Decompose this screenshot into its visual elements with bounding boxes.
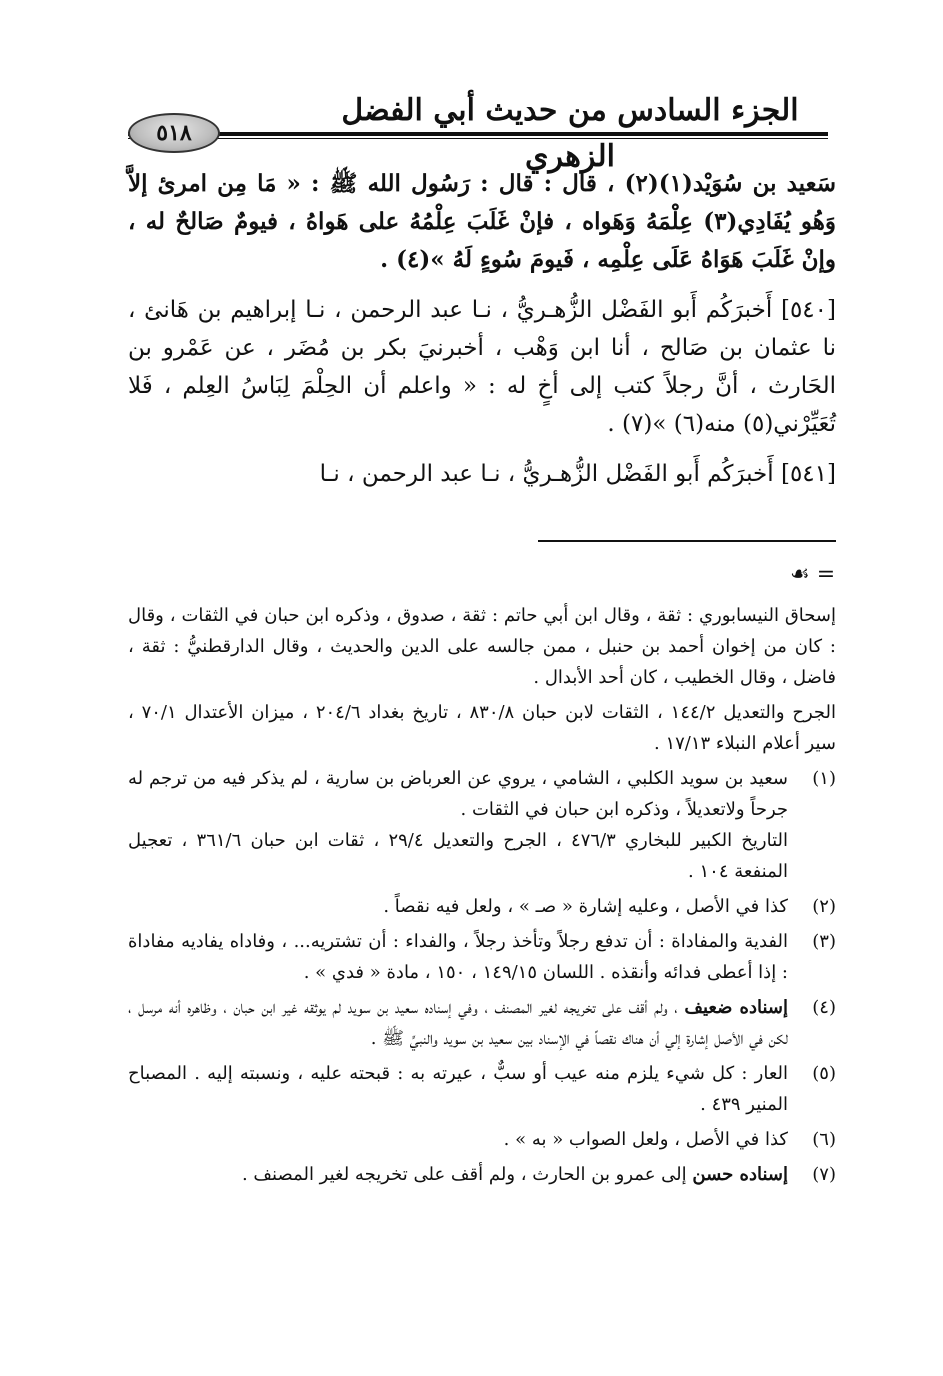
footnote-number: (٢) bbox=[812, 896, 836, 917]
hadith-paragraph: سَعيد بن سُوَيْد(١)(٢) ، قال : قال : رَسُول الله ﷺ : « مَا مِن امرئ إلاَّ وَهُو يُفَادِي(٣) عِلْمَهُ وَهَواه ، فإنْ غَلَبَ عِلْمُهُ على هَواهُ ، فيومٌ صَالحٌ له ، وإنْ غَلَبَ هَوَاهُ عَلَى عِلْمِه ، فَيومَ سُوءٍ لَهُ »(٤) . bbox=[128, 170, 837, 273]
footnote-number: (١) bbox=[812, 768, 836, 789]
footnote-continued: إسحاق النيسابوري : ثقة ، وقال ابن أبي حاتم : ثقة ، صدوق ، وذكره ابن حبان في الثقات ، وقال : كان من إخوان أحمد بن حنبل ، ممن جالسه على الدين والحديث ، وقال الدارقطنيُّ : ثقة ، فاضل ، وقال الخطيب ، كان أحد الأبدال . bbox=[128, 605, 836, 688]
footnote-text: إلى عمرو بن الحارث ، ولم أقف على تخريجه لغير المصنف . bbox=[241, 1164, 687, 1185]
footnote-2 bbox=[128, 891, 836, 922]
footnote-1 bbox=[128, 763, 836, 887]
footnote-5 bbox=[128, 1058, 836, 1120]
footnote-4 bbox=[128, 992, 836, 1054]
footnote-number: (٦) bbox=[812, 1129, 836, 1150]
footnote-3 bbox=[128, 926, 836, 988]
page-header-title: الجزء السادس من حديث أبي الفضل الزهري bbox=[341, 93, 799, 174]
footnote-text: العار : كل شيء يلزم منه عيب أو سبٌّ ، عيرته به : قبحته عليه ، ونسبته إليه . المصباح المنير ٤٣٩ . bbox=[128, 1063, 788, 1115]
page-number-badge: ٥١٨ bbox=[128, 113, 220, 153]
footnote-text: كذا في الأصل ، وعليه إشارة « صـ » ، ولعل فيه نقصاً . bbox=[383, 896, 788, 917]
footnote-grading: إسناده حسن bbox=[692, 1164, 788, 1185]
footnote-text: سعيد بن سويد الكلبي ، الشامي ، يروي عن العرباض بن سارية ، لم يذكر فيه من ترجم له جرحاً ولاتعديلاً ، وذكره ابن حبان في الثقات . bbox=[128, 768, 788, 820]
footnote-text-refs: التاريخ الكبير للبخاري ٤٧٦/٣ ، الجرح والتعديل ٢٩/٤ ، ثقات ابن حبان ٣٦١/٦ ، تعجيل المنفعة ١٠٤ . bbox=[128, 830, 789, 882]
footnote-text: الفدية والمفاداة : أن تدفع رجلاً وتأخذ رجلاً ، والفداء : أن تشتريه... ، وفاداه يفاديه مفاداة : إذا أعطى فدائه وأنقذه . اللسان ١٤٩/١٥ ، ١٥٠ ، مادة « فدي » . bbox=[128, 931, 788, 983]
footnote-separator bbox=[538, 540, 836, 542]
footnote-grading: إسناده ضعيف bbox=[684, 997, 788, 1018]
report-540: [٥٤٠] أَخبرَكُم أَبو الفَضْل الزُّهـريُّ ، نـا عبد الرحمن ، نـا إبراهيم بن هَانئ ، نا عثمان بن صَالح ، أنا ابن وَهْب ، أخبرنيَ بكر بن مُضَر ، عن عَمْرو بن الحَارث ، أنَّ رجلاً كتب إلى أخٍ له : « واعلم أن الحِلْمَ لِبَاسُ العِلم ، فَلا تُعَيِّرْني(٥) منه(٦) »(٧) . bbox=[128, 297, 836, 437]
report-541: [٥٤١] أَخبرَكُم أَبو الفَضْل الزُّهـريُّ ، نـا عبد الرحمن ، نـا bbox=[319, 461, 836, 487]
footnote-continued-refs: الجرح والتعديل ١٤٤/٢ ، الثقات لابن حبان ٨٣٠/٨ ، تاريخ بغداد ٢٠٤/٦ ، ميزان الأعتدال ٧٠/١ ، سير أعلام النبلاء ١٧/١٣ . bbox=[128, 702, 837, 754]
header-rule-thin bbox=[128, 138, 828, 139]
footnotes bbox=[128, 600, 836, 1194]
footnote-number: (٤) bbox=[812, 997, 836, 1018]
footnote-number: (٣) bbox=[812, 931, 836, 952]
footnote-6 bbox=[128, 1124, 836, 1155]
footnote-number: (٥) bbox=[812, 1063, 836, 1084]
footnote-text: كذا في الأصل ، ولعل الصواب « به » . bbox=[503, 1129, 788, 1150]
continuation-mark: = ☙ bbox=[790, 562, 836, 587]
main-text bbox=[128, 165, 836, 505]
header-rule bbox=[128, 132, 828, 136]
footnote-number: (٧) bbox=[812, 1164, 836, 1185]
footnote-7 bbox=[128, 1159, 836, 1190]
footnote-text: ، ولم أقف على تخريجه لغير المصنف ، وفي إسناده سعيد بن سويد لم يوثقه غير ابن حبان ، وظاهره أنه مرسل ، لكن في الأصل إشارة إلي أن هناك نقصاً في الإسناد بين سعيد بن سويد والنبيِّ ﷺ . bbox=[128, 997, 788, 1049]
